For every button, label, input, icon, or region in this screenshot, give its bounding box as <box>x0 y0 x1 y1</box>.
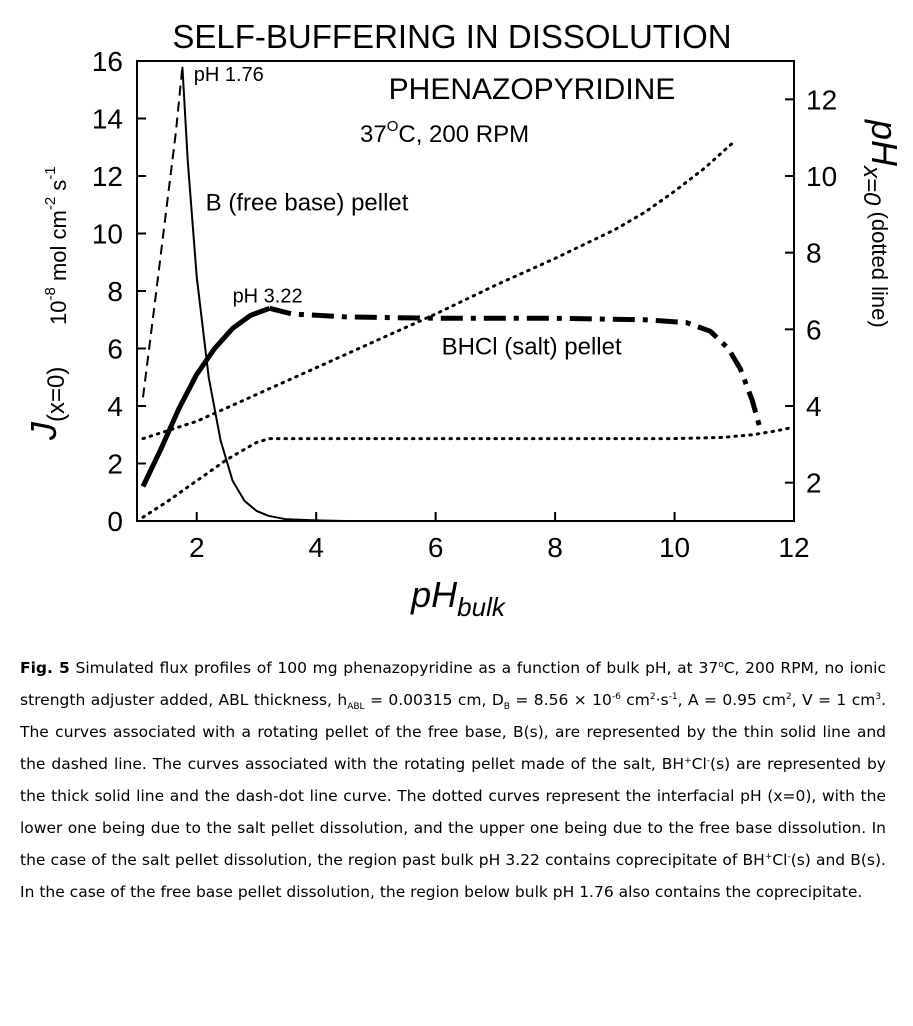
y-left-tick-label: 16 <box>91 46 123 77</box>
conditions-sup: O <box>386 118 399 135</box>
caption-body <box>20 659 886 901</box>
series-line-dash-dot <box>270 308 761 432</box>
y-axis-left-unit <box>42 166 71 325</box>
x-axis-label-sub: bulk <box>457 592 505 622</box>
annotation-label: B (free base) pellet <box>205 189 409 217</box>
y-left-tick-label: 2 <box>107 448 123 480</box>
y-left-sub: (x=0) <box>43 366 70 422</box>
y-right-tick-label: 12 <box>806 84 838 116</box>
caption-segment: - <box>787 851 791 862</box>
x-tick-label: 4 <box>308 532 324 563</box>
series-line-dashed <box>143 67 182 398</box>
caption-segment: -1 <box>668 691 678 702</box>
y-left-unit-1: -8 <box>42 287 59 301</box>
y-left-tick-label: 12 <box>91 161 123 192</box>
y-right-main: pH <box>864 120 905 167</box>
caption-segment: Cl <box>691 755 707 773</box>
caption-segment: (s) and B(s). In the case of the free base pellet dissolution, the region below bulk pH 1.76 also contains the coprecipitate. <box>20 851 886 901</box>
caption-segment: 2 <box>785 691 792 702</box>
caption-segment: 2 <box>649 691 656 702</box>
y-left-unit-0: 10 <box>46 300 71 325</box>
x-tick-label: 2 <box>188 532 205 563</box>
x-tick-label: 6 <box>427 532 444 563</box>
y-right-tick-label: 8 <box>806 237 822 269</box>
y-left-unit-4: s <box>46 179 71 197</box>
caption-segment: + <box>684 755 692 766</box>
chart-subtitle: PHENAZOPYRIDINE <box>388 73 676 106</box>
y-right-tick-label: 10 <box>806 161 838 192</box>
y-right-suffix: (dotted line) <box>867 205 892 328</box>
caption-segment: 3 <box>875 691 882 702</box>
caption-segment: ·s <box>655 691 669 709</box>
series-line-dotted <box>143 427 794 517</box>
y-left-tick-label: 10 <box>91 218 123 250</box>
caption-segment: Simulated flux profiles of 100 mg phenazopyridine as a function of bulk pH, at 37 <box>69 659 719 677</box>
caption-segment: , A = 0.95 cm <box>677 691 786 709</box>
y-left-tick-label: 0 <box>107 506 123 537</box>
y-axis-left-label <box>23 367 70 441</box>
annotation-label: BHCl (salt) pellet <box>441 333 622 361</box>
caption-segment: , V = 1 cm <box>791 691 876 709</box>
caption-segment: Cl <box>772 851 788 869</box>
x-tick-label: 10 <box>658 532 691 563</box>
caption-segment: + <box>764 851 773 862</box>
y-right-tick-label: 2 <box>806 467 822 499</box>
y-left-tick-label: 6 <box>107 333 123 365</box>
x-axis-label <box>410 574 507 622</box>
caption-segment: = 8.56 × 10 <box>509 691 612 709</box>
y-right-tick-label: 4 <box>806 391 822 422</box>
chart-conditions <box>360 118 529 148</box>
caption-segment: (s) are represented by the thick solid line and the dash-dot line curve. The dotted curves represent the interfacial pH (x=0), with the lower one being due to the salt pellet dissolution, and the upper one being due to the free base dissolution. In the case of the salt pellet dissolution, the region past bulk pH 3.22 contains coprecipitate of BH <box>20 755 886 869</box>
conditions-suffix: C, 200 RPM <box>398 121 530 148</box>
caption-segment: -6 <box>611 691 621 702</box>
caption-segment: C, 200 RPM, no ionic strength adjuster added, ABL thickness, h <box>20 659 886 709</box>
caption-segment: = 0.00315 cm, D <box>364 691 504 709</box>
annotation-label: pH 1.76 <box>193 64 264 87</box>
conditions-prefix: 37 <box>360 121 387 148</box>
x-tick-label: 8 <box>547 532 563 563</box>
y-left-unit-2: mol cm <box>46 210 71 288</box>
caption-segment: B <box>503 702 510 713</box>
y-left-tick-label: 14 <box>91 103 123 135</box>
caption-lead: Fig. 5 <box>20 659 70 677</box>
x-axis-label-main: pH <box>411 574 458 615</box>
chart-title: SELF-BUFFERING IN DISSOLUTION <box>172 18 732 55</box>
y-axis-right-label <box>858 119 905 328</box>
y-right-tick-label: 6 <box>806 314 822 346</box>
caption-segment: . The curves associated with a rotating pellet of the free base, B(s), are represented by the thin solid line and the dashed line. The curves associated with the rotating pellet made of the salt, BH <box>20 691 886 773</box>
caption-segment: o <box>718 659 724 670</box>
caption-segment: - <box>706 755 711 766</box>
y-left-unit-5: -1 <box>42 166 59 180</box>
figure-caption <box>20 652 886 908</box>
y-left-tick-label: 8 <box>107 276 123 307</box>
annotation-label: pH 3.22 <box>232 285 303 308</box>
y-right-sub: x=0 <box>858 166 885 206</box>
caption-segment: ABL <box>347 702 365 713</box>
y-left-main: J <box>23 422 64 440</box>
y-left-tick-label: 4 <box>107 391 123 422</box>
y-left-unit-3: -2 <box>42 196 59 211</box>
caption-segment: cm <box>620 691 650 709</box>
x-tick-label: 12 <box>778 532 810 563</box>
